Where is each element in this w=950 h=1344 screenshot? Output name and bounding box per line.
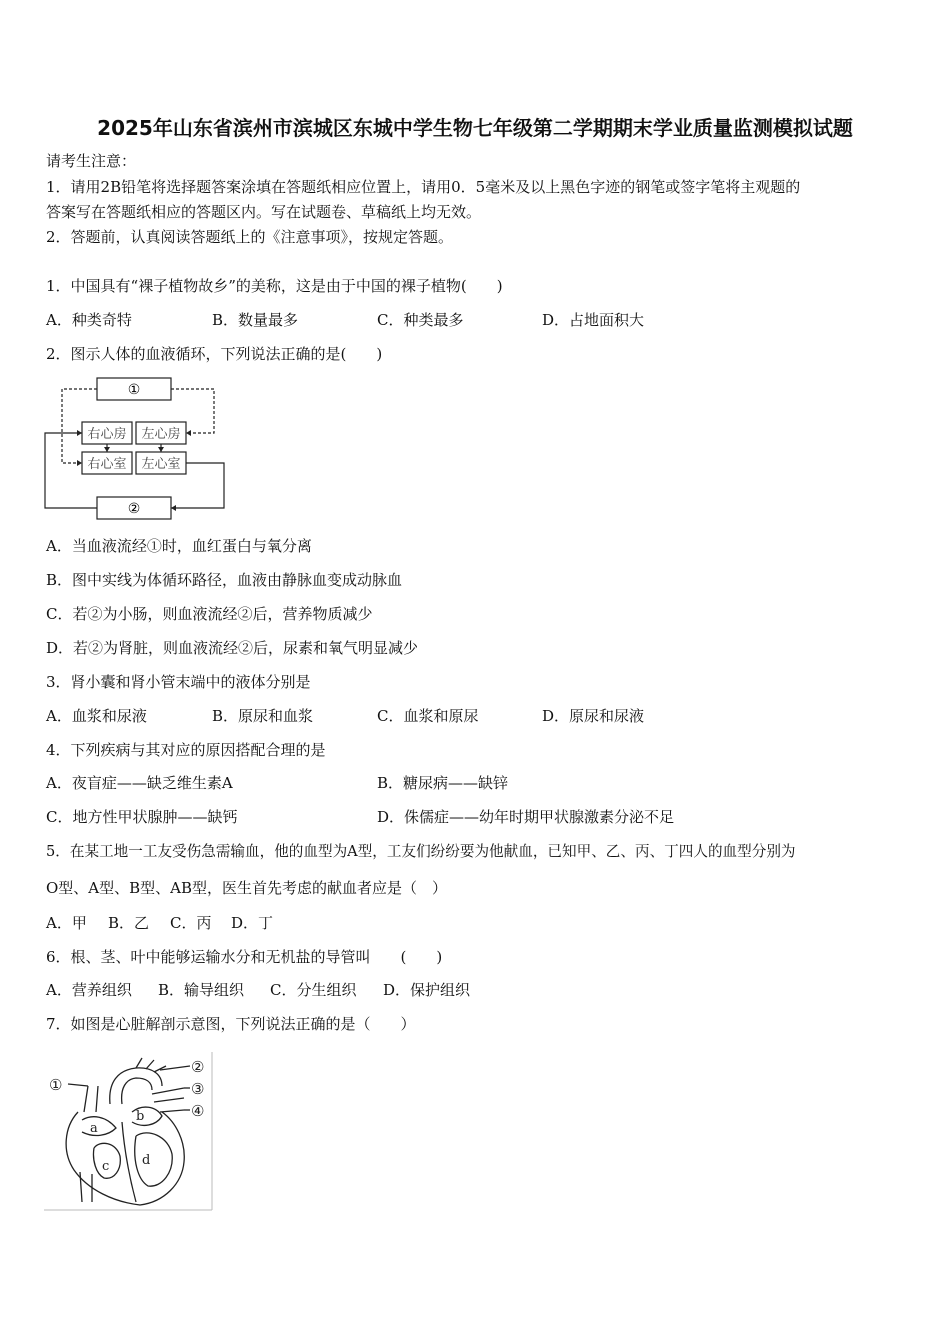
label-2: ② — [191, 1058, 205, 1076]
question-4-option-a: A．夜盲症——缺乏维生素A — [46, 774, 233, 792]
box-1-label: ① — [127, 382, 141, 398]
question-5-option-a: A．甲 — [46, 914, 87, 932]
question-4-option-d: D．侏儒症——幼年时期甲状腺激素分泌不足 — [377, 808, 675, 826]
question-4-option-c: C．地方性甲状腺肿——缺钙 — [46, 808, 238, 826]
question-3-option-b: B．原尿和血浆 — [212, 707, 314, 725]
question-3-option-a: A．血浆和尿液 — [46, 707, 147, 725]
septum — [122, 1122, 136, 1202]
left-ventricle-chamber — [135, 1133, 172, 1186]
heart-outline — [66, 1112, 184, 1205]
label-3: ③ — [191, 1080, 205, 1098]
notice-line-1: 1．请用2B铅笔将选择题答案涂填在答题纸相应位置上，请用0．5毫米及以上黑色字迹的钢笔或签字笔将主观题的 — [46, 178, 801, 196]
label-b: b — [136, 1109, 145, 1124]
question-1-stem: 1．中国具有“裸子植物故乡”的美称，这是由于中国的裸子植物( ) — [46, 277, 503, 295]
leader-1 — [68, 1084, 88, 1086]
question-4-option-b: B．糖尿病——缺锌 — [377, 774, 509, 792]
question-1-option-b: B．数量最多 — [212, 311, 299, 329]
circulation-diagram — [40, 374, 230, 524]
question-5-option-c: C．丙 — [170, 914, 212, 932]
question-2-option-a: A．当血液流经①时，血红蛋白与氧分离 — [46, 537, 312, 555]
pulmonary-vessel-4 — [160, 1110, 184, 1112]
question-6-option-d: D．保护组织 — [383, 981, 471, 999]
label-4: ④ — [191, 1102, 205, 1120]
question-6-stem: 6．根、茎、叶中能够运输水分和无机盐的导管叫 ( ) — [46, 948, 443, 966]
right-atrium-label: 右心房 — [87, 427, 127, 442]
question-1-option-a: A．种类奇特 — [46, 311, 132, 329]
left-ventricle-label: 左心室 — [141, 457, 181, 472]
question-4-stem: 4．下列疾病与其对应的原因搭配合理的是 — [46, 741, 326, 759]
heart-diagram — [44, 1052, 214, 1212]
question-5-option-d: D．丁 — [231, 914, 274, 932]
label-c: c — [102, 1159, 110, 1174]
notice-line-2: 答案写在答题纸相应的答题区内。写在试题卷、草稿纸上均无效。 — [46, 203, 482, 221]
question-6-option-c: C．分生组织 — [270, 981, 357, 999]
label-a: a — [90, 1121, 98, 1136]
notice-heading: 请考生注意： — [46, 152, 137, 170]
right-atrium-chamber — [82, 1117, 116, 1136]
left-atrium-label: 左心房 — [141, 427, 181, 442]
aorta — [110, 1068, 162, 1104]
question-2-option-c: C．若②为小肠，则血液流经②后，营养物质减少 — [46, 605, 373, 623]
question-7-stem: 7．如图是心脏解剖示意图，下列说法正确的是（ ） — [46, 1015, 416, 1033]
question-5-stem-continued: O型、A型、B型、AB型，医生首先考虑的献血者应是（ ） — [46, 879, 448, 897]
pulmonary-vessel-3 — [152, 1088, 184, 1102]
question-3-option-d: D．原尿和尿液 — [542, 707, 645, 725]
question-2-stem: 2．图示人体的血液循环，下列说法正确的是( ) — [46, 345, 383, 363]
question-3-stem: 3．肾小囊和肾小管末端中的液体分别是 — [46, 673, 311, 691]
question-1-option-c: C．种类最多 — [377, 311, 464, 329]
question-6-option-b: B．输导组织 — [158, 981, 245, 999]
question-1-option-d: D．占地面积大 — [542, 311, 645, 329]
aorta-inner — [122, 1078, 152, 1104]
right-ventricle-label: 右心室 — [87, 457, 127, 472]
vena-cava — [84, 1086, 98, 1112]
question-6-option-a: A．营养组织 — [46, 981, 132, 999]
question-5-option-b: B．乙 — [108, 914, 150, 932]
question-2-option-b: B．图中实线为体循环路径，血液由静脉血变成动脉血 — [46, 571, 403, 589]
notice-line-3: 2．答题前，认真阅读答题纸上的《注意事项》，按规定答题。 — [46, 228, 454, 246]
question-5-stem: 5．在某工地一工友受伤急需输血，他的血型为A型，工友们纷纷要为他献血，已知甲、乙、丙、丁四人的血型分别为 — [46, 843, 796, 860]
question-2-option-d: D．若②为肾脏，则血液流经②后，尿素和氧气明显减少 — [46, 639, 419, 657]
label-d: d — [142, 1153, 151, 1168]
box-2-label: ② — [127, 501, 141, 517]
question-3-option-c: C．血浆和原尿 — [377, 707, 479, 725]
exam-title: 2025年山东省滨州市滨城区东城中学生物七年级第二学期期末学业质量监测模拟试题 — [97, 116, 853, 140]
label-1: ① — [49, 1076, 63, 1094]
